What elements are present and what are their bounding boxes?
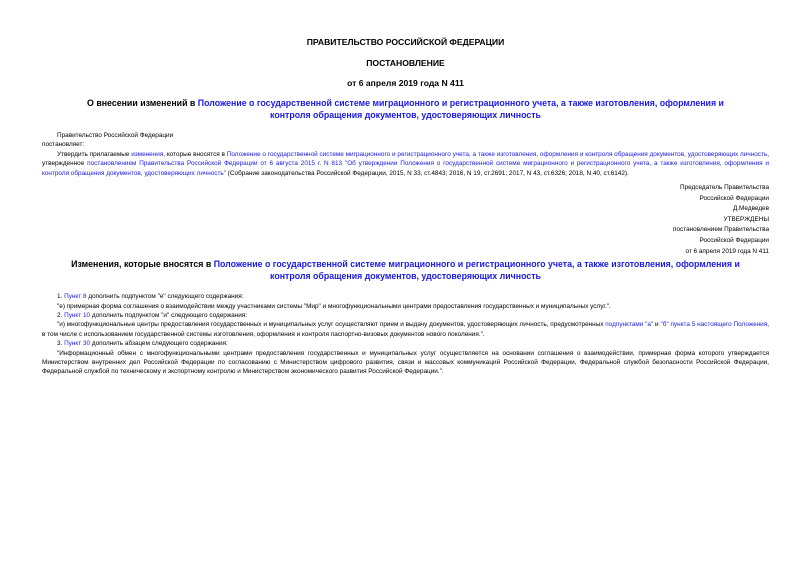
change-3 xyxy=(42,339,769,348)
title-prefix: О внесении изменений в xyxy=(87,98,198,108)
title-link[interactable]: Положение о государственной системе миграционного и регистрационного учета, а также изготовления, оформления и контроля обращения документов, удостоверяющих личность xyxy=(197,98,724,120)
document-date-number: от 6 апреля 2019 года N 411 xyxy=(347,78,464,88)
intro-text-2: , которые вносятся в xyxy=(163,150,227,158)
signature-block xyxy=(42,183,769,257)
intro-section xyxy=(42,131,769,178)
change-1-num: 1. xyxy=(57,293,65,301)
change-3-quote: "Информационный обмен с многофункциональными центрами предоставления государственных и муниципальных услуг осуществляется на основании соглашения о взаимодействии, примерная форма которого утверждается Министерством внутренних дел Российской Федерации по согласованию с Министерством цифрового развития, связи и массовых коммуникаций Российской Федерации, Федеральной службой безопасности Российской Федерации, Федеральной службой по техническому и экспортному контролю и Министерством экономического развития Российской Федерации.". xyxy=(42,349,769,376)
approval-line-2: постановлением Правительства xyxy=(673,226,769,234)
point-10-link[interactable]: Пункт 10 xyxy=(64,312,91,319)
change-2 xyxy=(42,311,769,320)
change-2-quote-1: "и) многофункциональные центры предоставления государственных и муниципальных услуг осуществляют прием и выдачу документов, удостоверяющих личность, предусмотренных xyxy=(57,321,606,329)
change-2-quote-3: , в том числе с использованием государственной системы изготовления, оформления и контроля паспортно-визовых документов нового поколения.". xyxy=(42,321,769,338)
intro-line-1: Правительство Российской Федерации xyxy=(57,132,174,139)
change-1-quote: "е) примерная форма соглашения о взаимодействии между участниками системы "Мир" и многофункциональными центрами предоставления государственных и муниципальных услуг.". xyxy=(57,302,611,310)
approval-line-4: от 6 апреля 2019 года N 411 xyxy=(685,247,769,255)
intro-text-3: , утвержденное xyxy=(42,150,770,168)
change-2-quote xyxy=(42,320,769,339)
decree-link[interactable]: постановлением Правительства Российской Федерации от 6 августа 2015 г. N 813 "Об утверждении Положения о государственной системе миграционного и регистрационного учета, а также изготовления, оформления и контроля обращения документов, удостоверяющих личность" xyxy=(42,160,769,177)
approval-line-1: УТВЕРЖДЕНЫ xyxy=(723,215,769,223)
signature-name: Д.Медведев xyxy=(732,205,769,213)
changes-title-prefix: Изменения, которые вносятся в xyxy=(71,259,214,270)
changes-section xyxy=(42,292,769,377)
government-name: ПРАВИТЕЛЬСТВО РОССИЙСКОЙ ФЕДЕРАЦИИ xyxy=(306,37,505,47)
point-30-link[interactable]: Пункт 30 xyxy=(64,340,91,348)
change-2-num: 2. xyxy=(57,312,65,319)
intro-text-1: Утвердить прилагаемые xyxy=(57,150,132,158)
document-title xyxy=(42,98,769,121)
change-2-text: дополнить подпунктом "и" следующего содержания: xyxy=(90,312,248,319)
change-1-text: дополнить подпунктом "е" следующего содержания: xyxy=(86,293,244,301)
intro-paragraph xyxy=(42,150,769,178)
intro-line-2: постановляет: xyxy=(42,141,85,149)
document-type: ПОСТАНОВЛЕНИЕ xyxy=(366,58,445,68)
intro-text-4: (Собрание законодательства Российской Федерации, 2015, N 33, ст.4843; 2016, N 19, ст.2691; 2017, N 43, ст.6326; 2018, N 40, ст.6142). xyxy=(226,169,629,177)
changes-title-link[interactable]: Положение о государственной системе миграционного и регистрационного учета, а также изготовления, оформления и контроля обращения документов, удостоверяющих личность xyxy=(213,259,740,281)
changes-title xyxy=(42,259,769,282)
subpoint-a-link[interactable]: подпунктами "а" xyxy=(605,321,654,329)
change-3-num: 3. xyxy=(57,340,65,348)
approval-line-3: Российской Федерации xyxy=(699,237,769,244)
regulation-link[interactable]: Положение о государственной системе миграционного и регистрационного учета, а также изготовления, оформления и контроля обращения документов, удостоверяющих личность xyxy=(226,150,768,158)
signature-role-1: Председатель Правительства xyxy=(680,184,769,192)
changes-link[interactable]: изменения xyxy=(131,150,164,158)
change-2-quote-2: и xyxy=(653,321,661,329)
point-8-link[interactable]: Пункт 8 xyxy=(64,293,87,301)
change-1 xyxy=(42,292,769,301)
subpoint-b-link[interactable]: "б" пункта 5 настоящего Положения xyxy=(660,321,768,329)
change-3-text: дополнить абзацем следующего содержания: xyxy=(90,340,228,348)
signature-role-2: Российской Федерации xyxy=(699,194,769,202)
